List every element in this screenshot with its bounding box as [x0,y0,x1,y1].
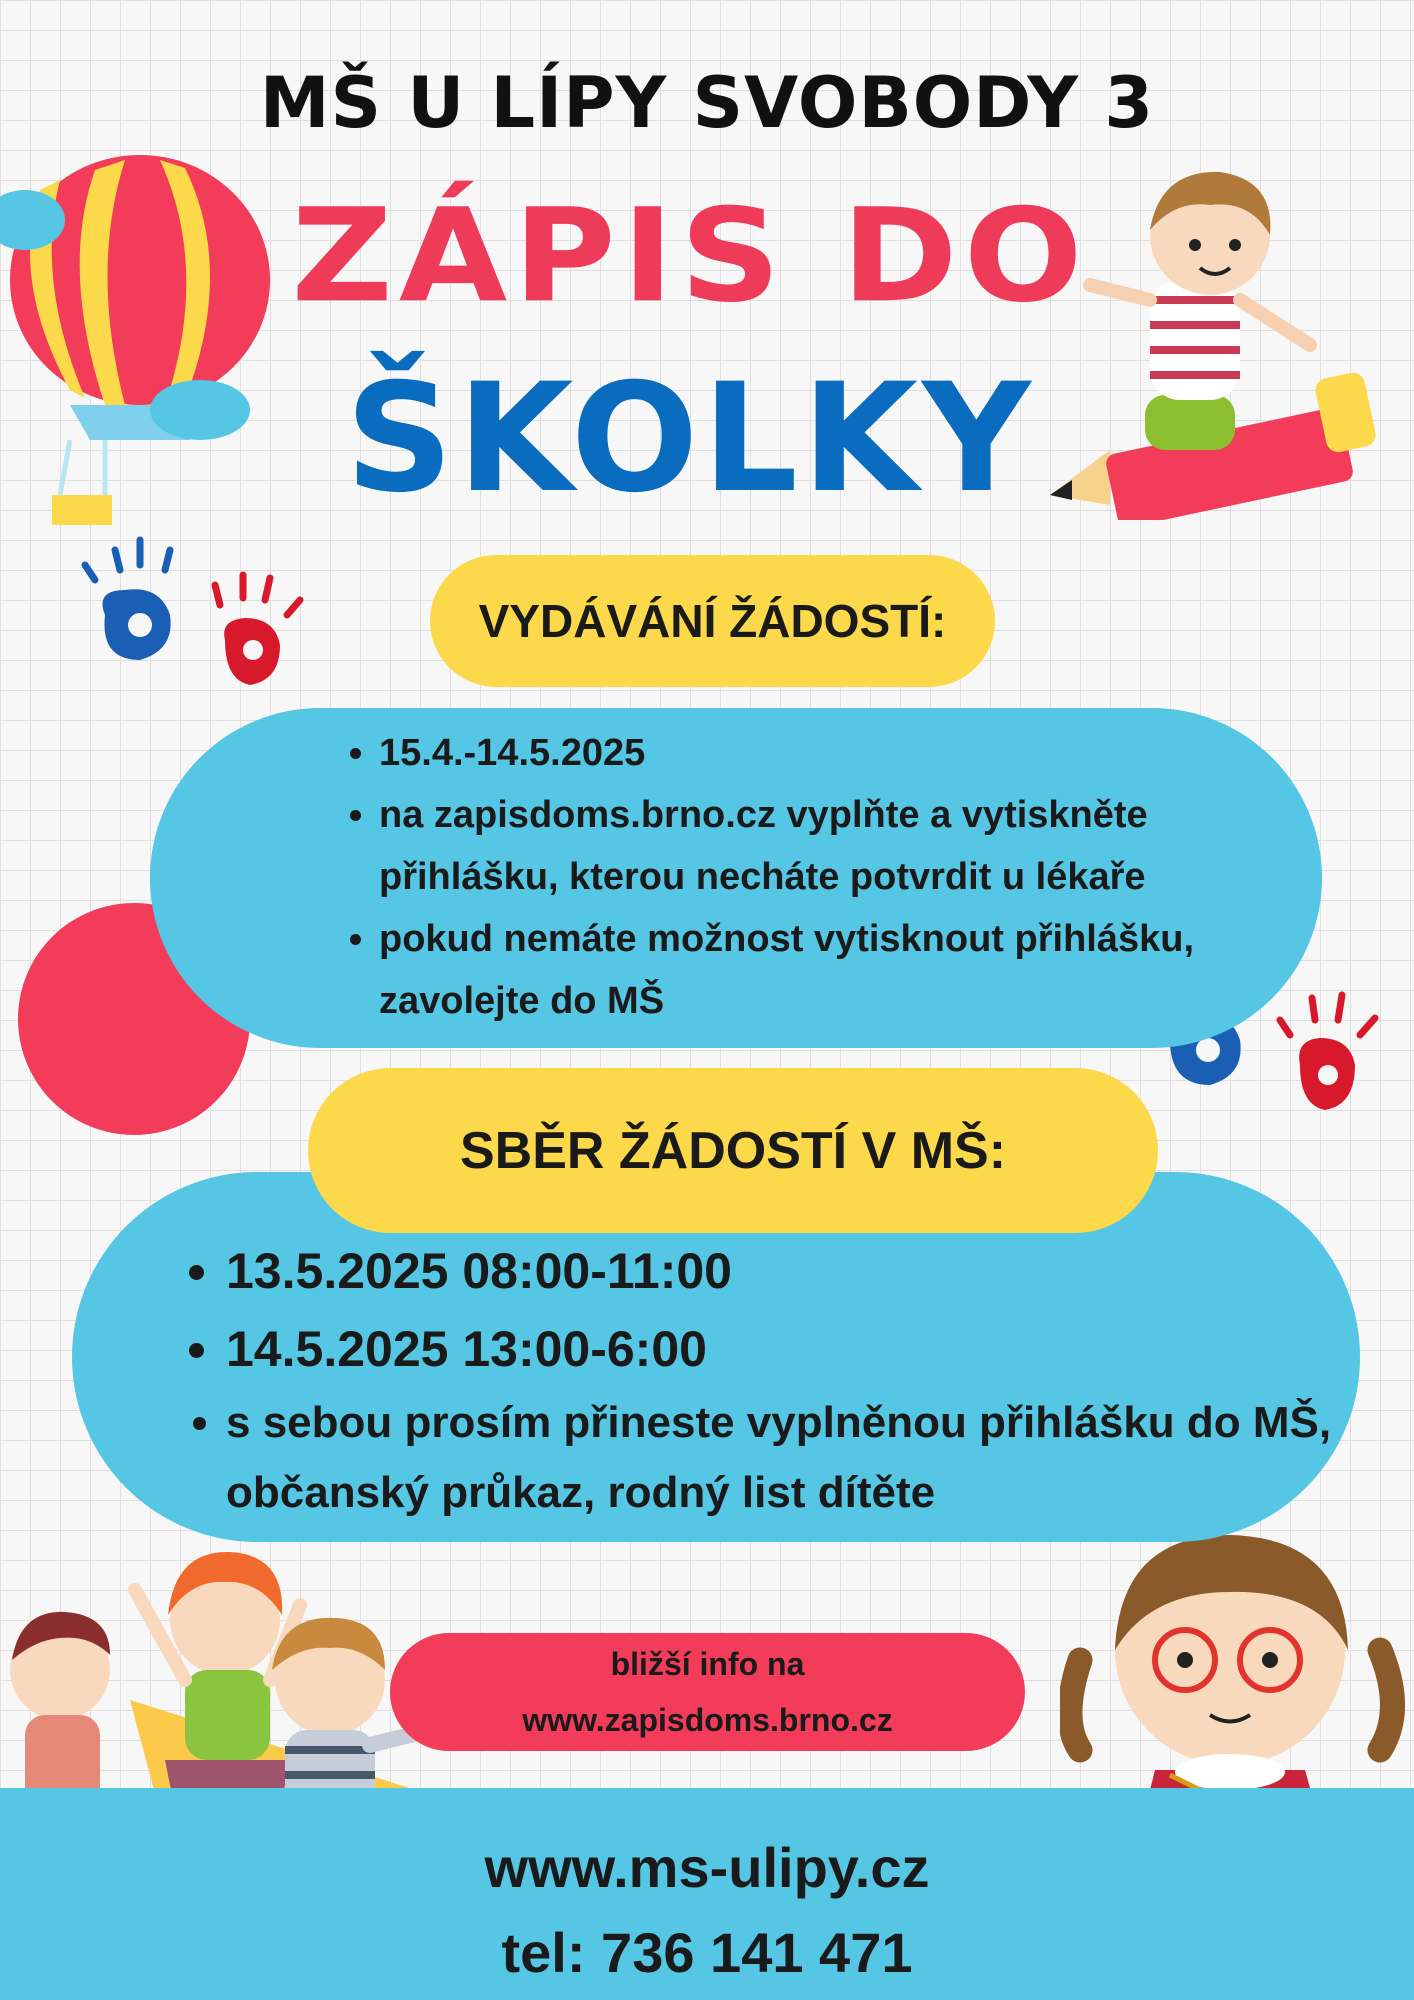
list-item: • 13.5.2025 08:00-11:00 [226,1232,1342,1310]
issuing-list [335,722,1265,1032]
info-line1: bližší info na [610,1646,805,1682]
phone-number[interactable]: tel: 736 141 471 [501,1921,913,1984]
info-pill [390,1633,1025,1751]
page-title-line1: ZÁPIS DO [291,181,1089,332]
list-item: • pokud nemáte možnost vytisknout přihlášku, zavolejte do MŠ [379,908,1265,1032]
list-item: • 15.4.-14.5.2025 [379,722,1265,784]
collection-list-wrapper [182,1232,1342,1528]
info-link[interactable]: www.zapisdoms.brno.cz [522,1702,893,1738]
list-item: • s sebou prosím přineste vyplněnou přihlášku do MŠ, občanský průkaz, rodný list dítěte [226,1388,1342,1528]
school-name: MŠ U LÍPY SVOBODY 3 [259,62,1155,144]
collection-list [182,1232,1342,1528]
handprint-icon [65,520,315,700]
page-title-line2: ŠKOLKY [345,352,1035,526]
issuing-list-wrapper [335,722,1265,1032]
issuing-heading: VYDÁVÁNÍ ŽÁDOSTÍ: [430,555,995,687]
list-item: • 14.5.2025 13:00-6:00 [226,1310,1342,1388]
collection-heading: SBĚR ŽÁDOSTÍ V MŠ: [308,1068,1158,1233]
website-link[interactable]: www.ms-ulipy.cz [484,1836,930,1899]
list-item: • na zapisdoms.brno.cz vyplňte a vytiskněte přihlášku, kterou necháte potvrdit u lékaře [379,784,1265,908]
